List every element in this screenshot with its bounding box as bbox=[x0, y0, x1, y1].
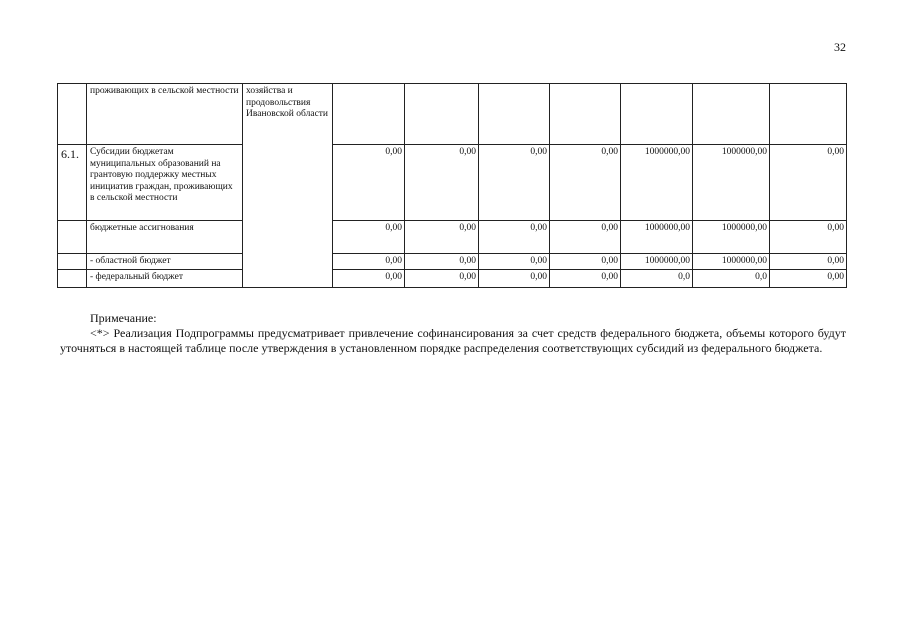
value-cell: 0,00 bbox=[479, 254, 550, 270]
value-cell: 0,00 bbox=[479, 270, 550, 288]
value-cell: 0,00 bbox=[770, 270, 847, 288]
value-cell: 0,00 bbox=[333, 221, 405, 254]
page-number: 32 bbox=[834, 40, 846, 54]
table-row-budget-allocations bbox=[58, 221, 847, 254]
footnote bbox=[60, 311, 846, 356]
table-row-6-1 bbox=[58, 145, 847, 221]
value-cell: 1000000,00 bbox=[621, 145, 693, 221]
value-cell: 0,00 bbox=[333, 145, 405, 221]
executor-cell: хозяйства и продовольствия Ивановской области bbox=[243, 84, 333, 288]
value-cell: 1000000,00 bbox=[693, 221, 770, 254]
value-cell: 1000000,00 bbox=[621, 221, 693, 254]
value-cell: 0,00 bbox=[770, 254, 847, 270]
value-cell: 0,00 bbox=[333, 254, 405, 270]
value-cell bbox=[693, 84, 770, 145]
row-name-cell: проживающих в сельской местности bbox=[87, 84, 243, 145]
value-cell: 0,00 bbox=[405, 254, 479, 270]
value-cell: 0,00 bbox=[405, 145, 479, 221]
value-cell bbox=[550, 84, 621, 145]
row-name-cell: бюджетные ассигнования bbox=[87, 221, 243, 254]
row-index-cell: 6.1. bbox=[58, 145, 87, 221]
table-row-continuation bbox=[58, 84, 847, 145]
value-cell: 0,0 bbox=[693, 270, 770, 288]
row-name-cell: Субсидии бюджетам муниципальных образований на грантовую поддержку местных инициатив граждан, проживающих в сельской местности bbox=[87, 145, 243, 221]
value-cell: 0,0 bbox=[621, 270, 693, 288]
value-cell: 0,00 bbox=[550, 270, 621, 288]
value-cell: 1000000,00 bbox=[693, 254, 770, 270]
value-cell: 0,00 bbox=[479, 221, 550, 254]
value-cell: 1000000,00 bbox=[621, 254, 693, 270]
row-index-cell bbox=[58, 270, 87, 288]
value-cell: 0,00 bbox=[479, 145, 550, 221]
value-cell bbox=[621, 84, 693, 145]
table-row-regional-budget bbox=[58, 254, 847, 270]
row-index-cell bbox=[58, 221, 87, 254]
footnote-text: <*> Реализация Подпрограммы предусматривает привлечение софинансирования за счет средств федерального бюджета, объемы которого будут уточняться в настоящей таблице после утверждения в установленном порядке распределения соответствующих субсидий из федерального бюджета. bbox=[60, 326, 846, 355]
value-cell: 0,00 bbox=[405, 221, 479, 254]
value-cell: 0,00 bbox=[333, 270, 405, 288]
value-cell: 0,00 bbox=[550, 221, 621, 254]
table-row-federal-budget bbox=[58, 270, 847, 288]
value-cell: 0,00 bbox=[550, 254, 621, 270]
footnote-title: Примечание: bbox=[90, 311, 157, 325]
value-cell bbox=[479, 84, 550, 145]
row-name-cell: - федеральный бюджет bbox=[87, 270, 243, 288]
row-name-cell: - областной бюджет bbox=[87, 254, 243, 270]
value-cell: 0,00 bbox=[405, 270, 479, 288]
value-cell: 0,00 bbox=[770, 145, 847, 221]
row-index-cell bbox=[58, 254, 87, 270]
value-cell bbox=[405, 84, 479, 145]
value-cell: 0,00 bbox=[770, 221, 847, 254]
value-cell bbox=[333, 84, 405, 145]
subprogram-budget-table bbox=[57, 83, 847, 288]
value-cell: 1000000,00 bbox=[693, 145, 770, 221]
row-index-cell bbox=[58, 84, 87, 145]
value-cell: 0,00 bbox=[550, 145, 621, 221]
value-cell bbox=[770, 84, 847, 145]
